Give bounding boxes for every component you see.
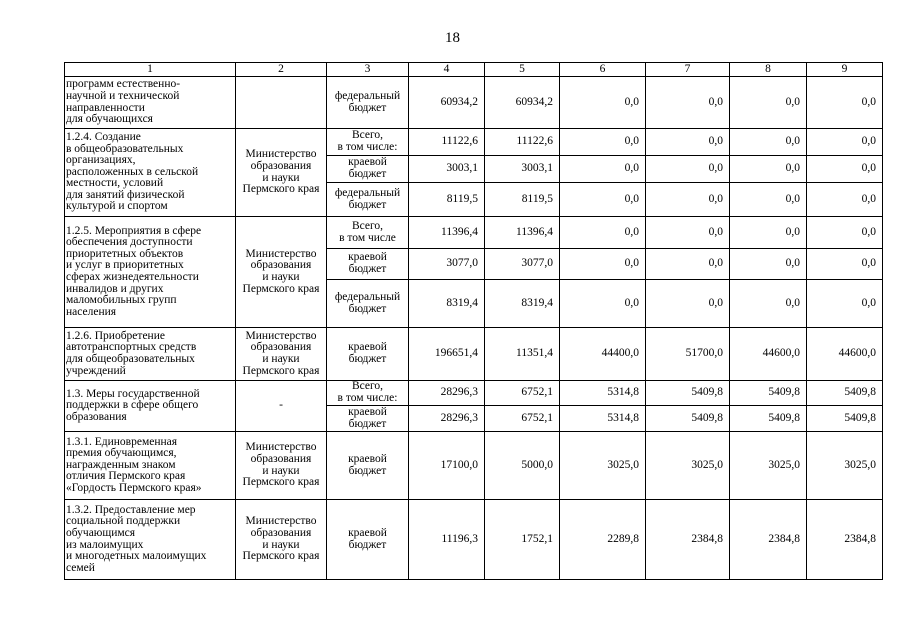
action-cell: программ естественно- научной и технической направленности для обучающихся: [65, 77, 236, 129]
value-cell: 44600,0: [807, 328, 883, 381]
executor-cell: Министерство образования и науки Пермского края: [236, 328, 327, 381]
value-cell: 3077,0: [409, 249, 485, 280]
col-header: 8: [730, 63, 807, 77]
executor-cell: Министерство образования и науки Пермского края: [236, 432, 327, 500]
value-cell: 0,0: [807, 217, 883, 249]
value-cell: 0,0: [807, 280, 883, 328]
value-cell: 8119,5: [409, 183, 485, 217]
value-cell: 3025,0: [807, 432, 883, 500]
action-cell: 1.2.4. Создание в общеобразовательных организациях, расположенных в сельской местности, условий для занятий физической культурой и спортом: [65, 129, 236, 217]
value-cell: 3003,1: [485, 156, 560, 183]
value-cell: 0,0: [560, 183, 646, 217]
value-cell: 28296,3: [409, 381, 485, 406]
executor-cell: -: [236, 381, 327, 432]
source-cell: Всего, в том числе:: [327, 381, 409, 406]
value-cell: 0,0: [646, 280, 730, 328]
table-row: [65, 432, 883, 500]
col-header: 3: [327, 63, 409, 77]
col-header: 9: [807, 63, 883, 77]
table-row: [65, 381, 883, 406]
value-cell: 5314,8: [560, 406, 646, 432]
value-cell: 5409,8: [646, 381, 730, 406]
value-cell: 0,0: [646, 129, 730, 156]
value-cell: 196651,4: [409, 328, 485, 381]
value-cell: 2289,8: [560, 500, 646, 580]
col-header: 1: [65, 63, 236, 77]
value-cell: 0,0: [730, 77, 807, 129]
col-header: 7: [646, 63, 730, 77]
col-header: 4: [409, 63, 485, 77]
value-cell: 0,0: [730, 280, 807, 328]
value-cell: 5314,8: [560, 381, 646, 406]
source-cell: краевой бюджет: [327, 406, 409, 432]
source-cell: краевой бюджет: [327, 500, 409, 580]
value-cell: 0,0: [730, 183, 807, 217]
value-cell: 0,0: [730, 156, 807, 183]
value-cell: 8319,4: [485, 280, 560, 328]
value-cell: 5409,8: [807, 381, 883, 406]
value-cell: 8319,4: [409, 280, 485, 328]
value-cell: 1752,1: [485, 500, 560, 580]
action-cell: 1.2.6. Приобретение автотранспортных средств для общеобразовательных учреждений: [65, 328, 236, 381]
value-cell: 28296,3: [409, 406, 485, 432]
value-cell: 3025,0: [730, 432, 807, 500]
value-cell: 0,0: [730, 217, 807, 249]
source-cell: краевой бюджет: [327, 249, 409, 280]
value-cell: 11396,4: [409, 217, 485, 249]
table-row: [65, 217, 883, 249]
value-cell: 5409,8: [730, 406, 807, 432]
table-row: [65, 129, 883, 156]
value-cell: 2384,8: [730, 500, 807, 580]
value-cell: 11396,4: [485, 217, 560, 249]
value-cell: 2384,8: [646, 500, 730, 580]
value-cell: 0,0: [807, 129, 883, 156]
value-cell: 0,0: [646, 183, 730, 217]
value-cell: 3025,0: [560, 432, 646, 500]
table-row: [65, 328, 883, 381]
value-cell: 11351,4: [485, 328, 560, 381]
executor-cell: [236, 77, 327, 129]
action-cell: 1.3.1. Единовременная премия обучающимся, награжденным знаком отличия Пермского края «Гордость Пермского края»: [65, 432, 236, 500]
col-header: 5: [485, 63, 560, 77]
value-cell: 0,0: [646, 217, 730, 249]
value-cell: 60934,2: [409, 77, 485, 129]
action-cell: 1.3. Меры государственной поддержки в сфере общего образования: [65, 381, 236, 432]
value-cell: 11196,3: [409, 500, 485, 580]
value-cell: 5409,8: [646, 406, 730, 432]
value-cell: 8119,5: [485, 183, 560, 217]
value-cell: 0,0: [807, 77, 883, 129]
value-cell: 3025,0: [646, 432, 730, 500]
executor-cell: Министерство образования и науки Пермского края: [236, 500, 327, 580]
value-cell: 0,0: [730, 249, 807, 280]
table-row: [65, 77, 883, 129]
page-number: 18: [445, 30, 460, 46]
value-cell: 0,0: [646, 156, 730, 183]
source-cell: федеральный бюджет: [327, 183, 409, 217]
source-cell: Всего, в том числе: [327, 217, 409, 249]
value-cell: 5409,8: [807, 406, 883, 432]
value-cell: 0,0: [560, 249, 646, 280]
action-cell: 1.2.5. Мероприятия в сфере обеспечения доступности приоритетных объектов и услуг в приоритетных сферах жизнедеятельности инвалидов и других маломобильных групп населения: [65, 217, 236, 328]
col-header: 2: [236, 63, 327, 77]
value-cell: 0,0: [730, 129, 807, 156]
value-cell: 0,0: [560, 77, 646, 129]
value-cell: 6752,1: [485, 406, 560, 432]
source-cell: федеральный бюджет: [327, 280, 409, 328]
action-cell: 1.3.2. Предоставление мер социальной поддержки обучающимся из малоимущих и многодетных малоимущих семей: [65, 500, 236, 580]
header-row: [65, 63, 883, 77]
value-cell: 44600,0: [730, 328, 807, 381]
value-cell: 0,0: [560, 280, 646, 328]
value-cell: 60934,2: [485, 77, 560, 129]
source-cell: краевой бюджет: [327, 328, 409, 381]
value-cell: 0,0: [807, 156, 883, 183]
budget-table: [64, 62, 883, 580]
value-cell: 5000,0: [485, 432, 560, 500]
source-cell: краевой бюджет: [327, 432, 409, 500]
value-cell: 0,0: [646, 249, 730, 280]
value-cell: 0,0: [807, 183, 883, 217]
value-cell: 0,0: [560, 129, 646, 156]
value-cell: 3003,1: [409, 156, 485, 183]
value-cell: 5409,8: [730, 381, 807, 406]
value-cell: 11122,6: [485, 129, 560, 156]
value-cell: 44400,0: [560, 328, 646, 381]
value-cell: 3077,0: [485, 249, 560, 280]
value-cell: 2384,8: [807, 500, 883, 580]
table-row: [65, 500, 883, 580]
value-cell: 0,0: [807, 249, 883, 280]
executor-cell: Министерство образования и науки Пермского края: [236, 217, 327, 328]
value-cell: 0,0: [560, 156, 646, 183]
col-header: 6: [560, 63, 646, 77]
value-cell: 17100,0: [409, 432, 485, 500]
executor-cell: Министерство образования и науки Пермского края: [236, 129, 327, 217]
source-cell: краевой бюджет: [327, 156, 409, 183]
value-cell: 0,0: [560, 217, 646, 249]
source-cell: федеральный бюджет: [327, 77, 409, 129]
source-cell: Всего, в том числе:: [327, 129, 409, 156]
value-cell: 51700,0: [646, 328, 730, 381]
value-cell: 6752,1: [485, 381, 560, 406]
value-cell: 11122,6: [409, 129, 485, 156]
value-cell: 0,0: [646, 77, 730, 129]
